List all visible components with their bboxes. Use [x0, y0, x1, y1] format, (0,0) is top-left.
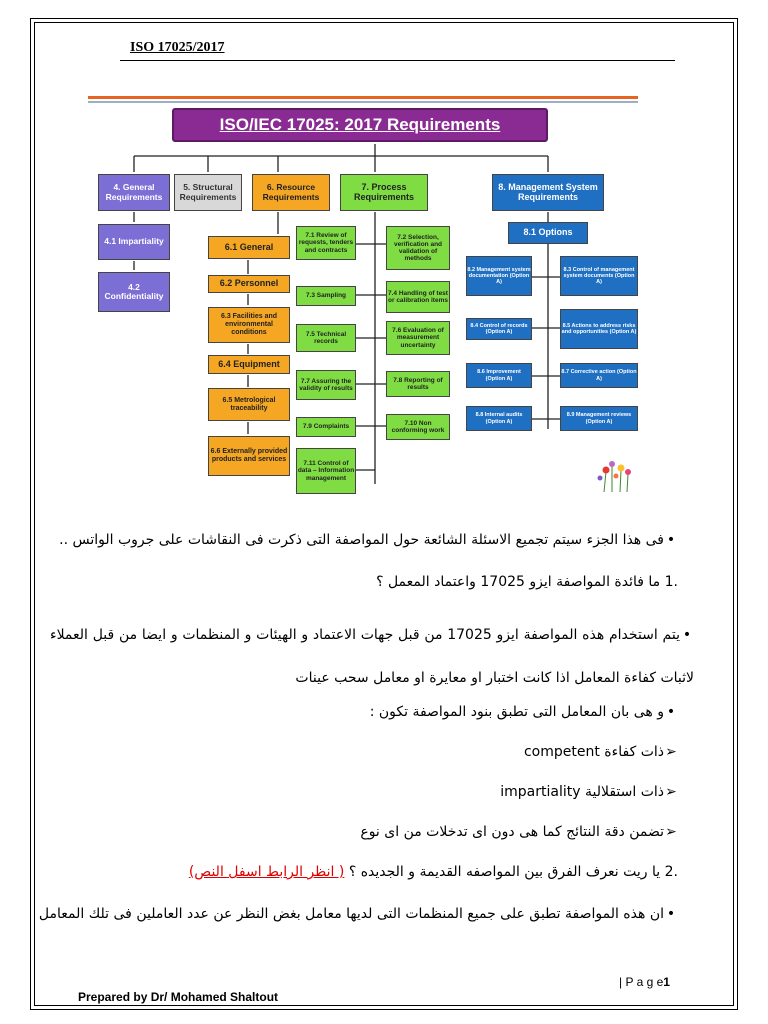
bullet-icon: •	[666, 906, 676, 922]
divider-stripe-orange	[88, 96, 638, 99]
process-item-7-6: 7.6 Evaluation of measurement uncertainty	[386, 321, 450, 355]
management-item-8-9: 8.9 Management reviews (Option A)	[560, 406, 638, 431]
intro-bullet: •فى هذا الجزء سيتم تجميع الاسئلة الشائعة حول المواصفة التى ذكرت فى النقاشات على جروب الواتس ..	[59, 532, 678, 548]
management-item-8-2: 8.2 Management system documentation (Option A)	[466, 256, 532, 296]
structural-requirements-box: 5. Structural Requirements	[174, 174, 242, 211]
process-item-7-7: 7.7 Assuring the validity of results	[296, 370, 356, 400]
question-1: .1 ما فائدة المواصفة ايزو 17025 واعتماد المعمل ؟	[376, 574, 678, 590]
see-link[interactable]: ( انظر الرابط اسفل النص)	[188, 864, 345, 880]
arrow-right-icon: ➢	[665, 824, 677, 840]
resource-item-6-4: 6.4 Equipment	[208, 355, 290, 374]
diagram-connectors	[88, 104, 638, 496]
management-item-8-5: 8.5 Actions to address risks and opportunities (Option A)	[560, 309, 638, 349]
confidentiality-box: 4.2 Confidentiality	[98, 272, 170, 312]
arrow-item-impartiality: ➢ذات استقلالية impartiality	[500, 784, 677, 800]
general-requirements-box: 4. General Requirements	[98, 174, 170, 211]
management-item-8-4: 8.4 Control of records (Option A)	[466, 318, 532, 340]
process-item-7-9: 7.9 Complaints	[296, 417, 356, 437]
process-item-7-2: 7.2 Selection, verification and validation of methods	[386, 226, 450, 270]
header-rule	[120, 60, 675, 61]
arrow-right-icon: ➢	[665, 744, 677, 760]
arrow-item-accuracy: ➢تضمن دقة النتائج كما هى دون اى تدخلات من اى نوع	[360, 824, 677, 840]
impartiality-box: 4.1 Impartiality	[98, 224, 170, 260]
process-item-7-11: 7.11 Control of data – Information management	[296, 448, 356, 494]
resource-item-6-6: 6.6 Externally provided products and services	[208, 436, 290, 476]
resource-item-6-1: 6.1 General	[208, 236, 290, 259]
management-options-box: 8.1 Options	[508, 222, 588, 244]
arrow-item-competent: ➢ذات كفاءة competent	[523, 744, 677, 760]
bullet-icon: •	[666, 704, 676, 720]
process-item-7-5: 7.5 Technical records	[296, 324, 356, 352]
process-item-7-10: 7.10 Non conforming work	[386, 414, 450, 440]
resource-item-6-2: 6.2 Personnel	[208, 275, 290, 293]
divider-stripe-grey	[88, 101, 638, 103]
process-item-7-4: 7.4 Handling of test or calibration items	[386, 281, 450, 313]
management-requirements-box: 8. Management System Requirements	[492, 174, 604, 211]
page-number: | P a g e1	[619, 975, 670, 989]
process-item-7-8: 7.8 Reporting of results	[386, 371, 450, 397]
management-item-8-8: 8.8 Internal audits (Option A)	[466, 406, 532, 431]
properties-bullet: •و هى بان المعامل التى تطبق بنود المواصفة تكون :	[370, 704, 678, 720]
resource-item-6-5: 6.5 Metrological traceability	[208, 388, 290, 421]
resource-item-6-3: 6.3 Facilities and environmental conditions	[208, 307, 290, 343]
process-item-7-1: 7.1 Review of requests, tenders and contracts	[296, 226, 356, 260]
resource-requirements-box: 6. Resource Requirements	[252, 174, 330, 211]
answer-1-bullet: •يتم استخدام هذه المواصفة ايزو 17025 من قبل جهات الاعتماد و الهيئات و المنظمات و ايضا من قبل العملاء لاثبات كفاءة المعامل اذا كانت اختبار او معايرة او معامل سحب عينات	[50, 614, 694, 700]
flowers-icon	[594, 456, 634, 494]
bullet-icon: •	[666, 532, 676, 548]
process-item-7-3: 7.3 Sampling	[296, 286, 356, 306]
scope-bullet: •ان هذه المواصفة تطبق على جميع المنظمات التى لديها معامل بغض النظر عن عدد العاملين فى تلك المعامل	[39, 906, 678, 922]
arrow-right-icon: ➢	[665, 784, 677, 800]
process-requirements-box: 7. Process Requirements	[340, 174, 428, 211]
bullet-icon: •	[682, 627, 692, 643]
header-title: ISO 17025/2017	[130, 40, 225, 55]
requirements-diagram	[88, 104, 638, 496]
management-item-8-6: 8.6 Improvement (Option A)	[466, 363, 532, 388]
diagram-title: ISO/IEC 17025: 2017 Requirements	[172, 108, 548, 142]
management-item-8-3: 8.3 Control of management system documents (Option A)	[560, 256, 638, 296]
management-item-8-7: 8.7 Corrective action (Option A)	[560, 363, 638, 388]
question-2: .2 يا ريت نعرف الفرق بين المواصفه القديمة و الجديده ؟ ( انظر الرابط اسفل النص)	[188, 864, 678, 880]
prepared-by: Prepared by Dr/ Mohamed Shaltout	[78, 990, 279, 1004]
